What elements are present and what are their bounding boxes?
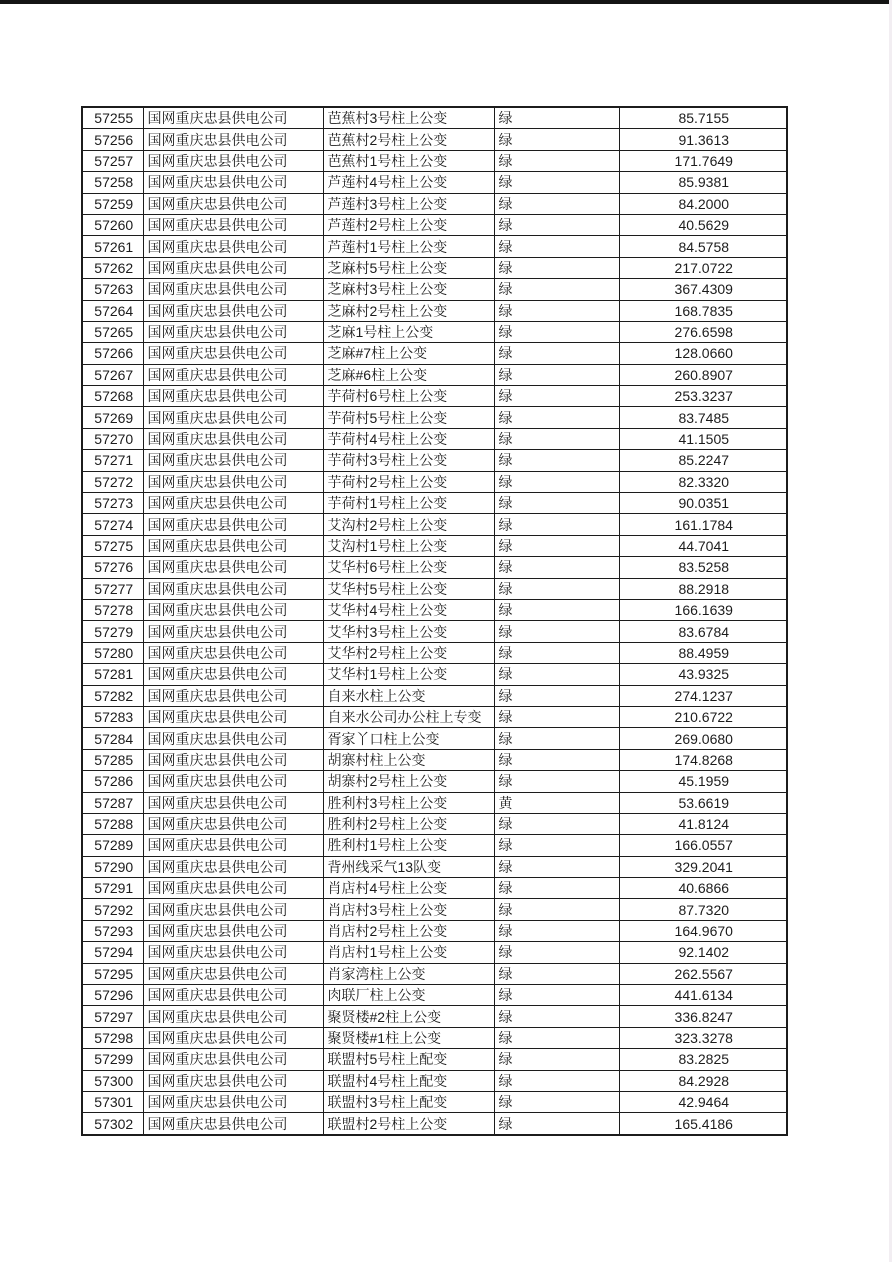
cell-load-value: 260.8907 (619, 364, 787, 385)
cell-company: 国网重庆忠县供电公司 (143, 279, 323, 300)
cell-company: 国网重庆忠县供电公司 (143, 985, 323, 1006)
cell-status-color: 绿 (494, 193, 619, 214)
cell-status-color: 黄 (494, 792, 619, 813)
cell-load-value: 40.6866 (619, 878, 787, 899)
cell-status-color: 绿 (494, 963, 619, 984)
cell-transformer-name: 艾华村2号柱上公变 (323, 642, 494, 663)
cell-status-color: 绿 (494, 985, 619, 1006)
cell-load-value: 165.4186 (619, 1113, 787, 1135)
cell-load-value: 323.3278 (619, 1027, 787, 1048)
cell-status-color: 绿 (494, 535, 619, 556)
table-row (82, 471, 787, 492)
cell-company: 国网重庆忠县供电公司 (143, 236, 323, 257)
cell-load-value: 85.2247 (619, 450, 787, 471)
cell-load-value: 168.7835 (619, 300, 787, 321)
cell-company: 国网重庆忠县供电公司 (143, 407, 323, 428)
cell-record-id: 57262 (82, 257, 143, 278)
cell-company: 国网重庆忠县供电公司 (143, 1070, 323, 1091)
cell-record-id: 57293 (82, 920, 143, 941)
table-row (82, 386, 787, 407)
table-row (82, 1049, 787, 1070)
cell-company: 国网重庆忠县供电公司 (143, 1049, 323, 1070)
cell-load-value: 171.7649 (619, 150, 787, 171)
cell-record-id: 57294 (82, 942, 143, 963)
cell-status-color: 绿 (494, 813, 619, 834)
cell-record-id: 57291 (82, 878, 143, 899)
cell-load-value: 41.8124 (619, 813, 787, 834)
cell-status-color: 绿 (494, 1006, 619, 1027)
cell-record-id: 57284 (82, 728, 143, 749)
cell-company: 国网重庆忠县供电公司 (143, 792, 323, 813)
cell-status-color: 绿 (494, 471, 619, 492)
cell-status-color: 绿 (494, 878, 619, 899)
cell-load-value: 83.6784 (619, 621, 787, 642)
cell-company: 国网重庆忠县供电公司 (143, 193, 323, 214)
table-row (82, 664, 787, 685)
table-row (82, 172, 787, 193)
table-row (82, 107, 787, 129)
cell-load-value: 128.0660 (619, 343, 787, 364)
cell-status-color: 绿 (494, 279, 619, 300)
table-row (82, 279, 787, 300)
cell-transformer-name: 自来水柱上公变 (323, 685, 494, 706)
cell-status-color: 绿 (494, 257, 619, 278)
cell-status-color: 绿 (494, 300, 619, 321)
cell-transformer-name: 芝麻村2号柱上公变 (323, 300, 494, 321)
cell-load-value: 217.0722 (619, 257, 787, 278)
cell-load-value: 92.1402 (619, 942, 787, 963)
table-row (82, 749, 787, 770)
table-row (82, 578, 787, 599)
cell-record-id: 57256 (82, 129, 143, 150)
cell-transformer-name: 胜利村2号柱上公变 (323, 813, 494, 834)
cell-status-color: 绿 (494, 214, 619, 235)
cell-transformer-name: 芦莲村2号柱上公变 (323, 214, 494, 235)
cell-company: 国网重庆忠县供电公司 (143, 963, 323, 984)
cell-load-value: 85.7155 (619, 107, 787, 129)
cell-record-id: 57300 (82, 1070, 143, 1091)
cell-transformer-name: 艾沟村2号柱上公变 (323, 514, 494, 535)
table-row (82, 621, 787, 642)
cell-record-id: 57271 (82, 450, 143, 471)
cell-status-color: 绿 (494, 1091, 619, 1112)
cell-status-color: 绿 (494, 428, 619, 449)
cell-record-id: 57267 (82, 364, 143, 385)
cell-company: 国网重庆忠县供电公司 (143, 942, 323, 963)
cell-record-id: 57268 (82, 386, 143, 407)
cell-load-value: 88.2918 (619, 578, 787, 599)
cell-record-id: 57264 (82, 300, 143, 321)
table-row (82, 557, 787, 578)
cell-status-color: 绿 (494, 771, 619, 792)
cell-company: 国网重庆忠县供电公司 (143, 728, 323, 749)
cell-record-id: 57273 (82, 493, 143, 514)
table-row (82, 835, 787, 856)
cell-transformer-name: 芝麻#7柱上公变 (323, 343, 494, 364)
table-row (82, 321, 787, 342)
cell-transformer-name: 联盟村3号柱上配变 (323, 1091, 494, 1112)
cell-record-id: 57282 (82, 685, 143, 706)
table-row (82, 728, 787, 749)
transformer-data-table (81, 106, 788, 1136)
cell-status-color: 绿 (494, 1113, 619, 1135)
cell-company: 国网重庆忠县供电公司 (143, 514, 323, 535)
cell-company: 国网重庆忠县供电公司 (143, 1006, 323, 1027)
cell-company: 国网重庆忠县供电公司 (143, 621, 323, 642)
cell-record-id: 57277 (82, 578, 143, 599)
cell-status-color: 绿 (494, 107, 619, 129)
cell-record-id: 57272 (82, 471, 143, 492)
cell-load-value: 88.4959 (619, 642, 787, 663)
cell-load-value: 210.6722 (619, 706, 787, 727)
cell-load-value: 336.8247 (619, 1006, 787, 1027)
cell-record-id: 57296 (82, 985, 143, 1006)
cell-company: 国网重庆忠县供电公司 (143, 813, 323, 834)
cell-transformer-name: 胥家丫口柱上公变 (323, 728, 494, 749)
cell-record-id: 57280 (82, 642, 143, 663)
cell-record-id: 57257 (82, 150, 143, 171)
cell-company: 国网重庆忠县供电公司 (143, 749, 323, 770)
cell-record-id: 57263 (82, 279, 143, 300)
cell-transformer-name: 胡寨村柱上公变 (323, 749, 494, 770)
cell-company: 国网重庆忠县供电公司 (143, 578, 323, 599)
cell-company: 国网重庆忠县供电公司 (143, 471, 323, 492)
table-row (82, 856, 787, 877)
cell-transformer-name: 联盟村4号柱上配变 (323, 1070, 494, 1091)
cell-transformer-name: 胜利村3号柱上公变 (323, 792, 494, 813)
cell-transformer-name: 聚贤楼#1柱上公变 (323, 1027, 494, 1048)
cell-transformer-name: 芋荷村1号柱上公变 (323, 493, 494, 514)
cell-status-color: 绿 (494, 835, 619, 856)
cell-load-value: 83.2825 (619, 1049, 787, 1070)
cell-load-value: 161.1784 (619, 514, 787, 535)
cell-load-value: 367.4309 (619, 279, 787, 300)
cell-company: 国网重庆忠县供电公司 (143, 428, 323, 449)
cell-record-id: 57301 (82, 1091, 143, 1112)
cell-transformer-name: 艾沟村1号柱上公变 (323, 535, 494, 556)
cell-company: 国网重庆忠县供电公司 (143, 706, 323, 727)
cell-company: 国网重庆忠县供电公司 (143, 535, 323, 556)
table-row (82, 1027, 787, 1048)
cell-status-color: 绿 (494, 706, 619, 727)
cell-company: 国网重庆忠县供电公司 (143, 771, 323, 792)
cell-record-id: 57258 (82, 172, 143, 193)
cell-record-id: 57274 (82, 514, 143, 535)
cell-record-id: 57276 (82, 557, 143, 578)
cell-transformer-name: 芭蕉村1号柱上公变 (323, 150, 494, 171)
cell-record-id: 57295 (82, 963, 143, 984)
cell-transformer-name: 联盟村5号柱上配变 (323, 1049, 494, 1070)
cell-status-color: 绿 (494, 450, 619, 471)
cell-load-value: 87.7320 (619, 899, 787, 920)
table-row (82, 364, 787, 385)
cell-record-id: 57278 (82, 599, 143, 620)
cell-record-id: 57302 (82, 1113, 143, 1135)
table-row (82, 193, 787, 214)
cell-transformer-name: 肖店村4号柱上公变 (323, 878, 494, 899)
cell-record-id: 57290 (82, 856, 143, 877)
cell-company: 国网重庆忠县供电公司 (143, 386, 323, 407)
cell-company: 国网重庆忠县供电公司 (143, 920, 323, 941)
cell-load-value: 83.7485 (619, 407, 787, 428)
cell-status-color: 绿 (494, 599, 619, 620)
cell-status-color: 绿 (494, 578, 619, 599)
table-row (82, 150, 787, 171)
cell-load-value: 53.6619 (619, 792, 787, 813)
cell-transformer-name: 艾华村5号柱上公变 (323, 578, 494, 599)
cell-status-color: 绿 (494, 685, 619, 706)
cell-status-color: 绿 (494, 642, 619, 663)
cell-status-color: 绿 (494, 664, 619, 685)
table-row (82, 920, 787, 941)
cell-transformer-name: 芦莲村4号柱上公变 (323, 172, 494, 193)
cell-transformer-name: 聚贤楼#2柱上公变 (323, 1006, 494, 1027)
table-row (82, 428, 787, 449)
cell-load-value: 43.9325 (619, 664, 787, 685)
cell-company: 国网重庆忠县供电公司 (143, 878, 323, 899)
table-row (82, 1070, 787, 1091)
cell-transformer-name: 芋荷村5号柱上公变 (323, 407, 494, 428)
cell-transformer-name: 艾华村1号柱上公变 (323, 664, 494, 685)
cell-transformer-name: 自来水公司办公柱上专变 (323, 706, 494, 727)
cell-company: 国网重庆忠县供电公司 (143, 599, 323, 620)
cell-company: 国网重庆忠县供电公司 (143, 257, 323, 278)
cell-record-id: 57297 (82, 1006, 143, 1027)
table-row (82, 1006, 787, 1027)
table-row (82, 407, 787, 428)
table-row (82, 450, 787, 471)
cell-status-color: 绿 (494, 493, 619, 514)
cell-transformer-name: 芦莲村1号柱上公变 (323, 236, 494, 257)
cell-status-color: 绿 (494, 728, 619, 749)
cell-company: 国网重庆忠县供电公司 (143, 107, 323, 129)
table-row (82, 642, 787, 663)
cell-load-value: 83.5258 (619, 557, 787, 578)
cell-company: 国网重庆忠县供电公司 (143, 321, 323, 342)
table-row (82, 493, 787, 514)
table-row (82, 1091, 787, 1112)
cell-record-id: 57287 (82, 792, 143, 813)
cell-company: 国网重庆忠县供电公司 (143, 557, 323, 578)
cell-status-color: 绿 (494, 557, 619, 578)
table-row (82, 963, 787, 984)
cell-status-color: 绿 (494, 1070, 619, 1091)
cell-load-value: 166.0557 (619, 835, 787, 856)
cell-record-id: 57286 (82, 771, 143, 792)
table-row (82, 535, 787, 556)
cell-load-value: 85.9381 (619, 172, 787, 193)
cell-record-id: 57292 (82, 899, 143, 920)
cell-record-id: 57299 (82, 1049, 143, 1070)
cell-company: 国网重庆忠县供电公司 (143, 214, 323, 235)
cell-transformer-name: 艾华村4号柱上公变 (323, 599, 494, 620)
cell-company: 国网重庆忠县供电公司 (143, 1091, 323, 1112)
cell-status-color: 绿 (494, 1027, 619, 1048)
cell-status-color: 绿 (494, 749, 619, 770)
cell-record-id: 57255 (82, 107, 143, 129)
cell-load-value: 329.2041 (619, 856, 787, 877)
cell-load-value: 174.8268 (619, 749, 787, 770)
cell-transformer-name: 芝麻1号柱上公变 (323, 321, 494, 342)
cell-status-color: 绿 (494, 407, 619, 428)
cell-company: 国网重庆忠县供电公司 (143, 1113, 323, 1135)
cell-status-color: 绿 (494, 236, 619, 257)
cell-company: 国网重庆忠县供电公司 (143, 685, 323, 706)
cell-status-color: 绿 (494, 129, 619, 150)
cell-load-value: 166.1639 (619, 599, 787, 620)
cell-record-id: 57269 (82, 407, 143, 428)
cell-company: 国网重庆忠县供电公司 (143, 450, 323, 471)
cell-status-color: 绿 (494, 150, 619, 171)
table-row (82, 792, 787, 813)
table-row (82, 514, 787, 535)
cell-transformer-name: 芝麻村3号柱上公变 (323, 279, 494, 300)
cell-load-value: 164.9670 (619, 920, 787, 941)
cell-company: 国网重庆忠县供电公司 (143, 343, 323, 364)
cell-load-value: 42.9464 (619, 1091, 787, 1112)
cell-record-id: 57288 (82, 813, 143, 834)
cell-load-value: 441.6134 (619, 985, 787, 1006)
cell-company: 国网重庆忠县供电公司 (143, 664, 323, 685)
cell-record-id: 57298 (82, 1027, 143, 1048)
cell-record-id: 57283 (82, 706, 143, 727)
cell-transformer-name: 肖店村3号柱上公变 (323, 899, 494, 920)
cell-transformer-name: 艾华村6号柱上公变 (323, 557, 494, 578)
cell-transformer-name: 芦莲村3号柱上公变 (323, 193, 494, 214)
cell-transformer-name: 芭蕉村3号柱上公变 (323, 107, 494, 129)
cell-load-value: 262.5567 (619, 963, 787, 984)
cell-company: 国网重庆忠县供电公司 (143, 899, 323, 920)
cell-transformer-name: 芋荷村6号柱上公变 (323, 386, 494, 407)
table-row (82, 813, 787, 834)
cell-status-color: 绿 (494, 172, 619, 193)
cell-company: 国网重庆忠县供电公司 (143, 1027, 323, 1048)
table-row (82, 706, 787, 727)
cell-transformer-name: 联盟村2号柱上公变 (323, 1113, 494, 1135)
cell-record-id: 57275 (82, 535, 143, 556)
cell-company: 国网重庆忠县供电公司 (143, 835, 323, 856)
cell-record-id: 57285 (82, 749, 143, 770)
table-row (82, 129, 787, 150)
cell-load-value: 84.5758 (619, 236, 787, 257)
cell-load-value: 91.3613 (619, 129, 787, 150)
cell-record-id: 57260 (82, 214, 143, 235)
table-row (82, 236, 787, 257)
cell-load-value: 90.0351 (619, 493, 787, 514)
cell-load-value: 41.1505 (619, 428, 787, 449)
cell-status-color: 绿 (494, 621, 619, 642)
cell-load-value: 269.0680 (619, 728, 787, 749)
cell-transformer-name: 艾华村3号柱上公变 (323, 621, 494, 642)
cell-load-value: 82.3320 (619, 471, 787, 492)
cell-company: 国网重庆忠县供电公司 (143, 129, 323, 150)
cell-record-id: 57266 (82, 343, 143, 364)
cell-status-color: 绿 (494, 856, 619, 877)
table-row (82, 214, 787, 235)
table-row (82, 1113, 787, 1135)
cell-company: 国网重庆忠县供电公司 (143, 150, 323, 171)
cell-record-id: 57289 (82, 835, 143, 856)
cell-status-color: 绿 (494, 386, 619, 407)
cell-load-value: 40.5629 (619, 214, 787, 235)
cell-transformer-name: 胡寨村2号柱上公变 (323, 771, 494, 792)
cell-transformer-name: 芭蕉村2号柱上公变 (323, 129, 494, 150)
cell-load-value: 253.3237 (619, 386, 787, 407)
cell-status-color: 绿 (494, 1049, 619, 1070)
cell-transformer-name: 芋荷村4号柱上公变 (323, 428, 494, 449)
cell-company: 国网重庆忠县供电公司 (143, 856, 323, 877)
cell-transformer-name: 芋荷村3号柱上公变 (323, 450, 494, 471)
cell-status-color: 绿 (494, 321, 619, 342)
cell-status-color: 绿 (494, 899, 619, 920)
cell-transformer-name: 芋荷村2号柱上公变 (323, 471, 494, 492)
cell-transformer-name: 芝麻村5号柱上公变 (323, 257, 494, 278)
table-row (82, 685, 787, 706)
cell-record-id: 57279 (82, 621, 143, 642)
cell-load-value: 44.7041 (619, 535, 787, 556)
cell-load-value: 84.2928 (619, 1070, 787, 1091)
cell-status-color: 绿 (494, 942, 619, 963)
scan-artifact-top-bar (0, 0, 892, 4)
cell-status-color: 绿 (494, 514, 619, 535)
table-body (82, 107, 787, 1135)
cell-company: 国网重庆忠县供电公司 (143, 642, 323, 663)
cell-status-color: 绿 (494, 920, 619, 941)
table-row (82, 343, 787, 364)
table-row (82, 942, 787, 963)
cell-company: 国网重庆忠县供电公司 (143, 172, 323, 193)
table-row (82, 985, 787, 1006)
table-row (82, 300, 787, 321)
cell-company: 国网重庆忠县供电公司 (143, 493, 323, 514)
cell-record-id: 57259 (82, 193, 143, 214)
cell-transformer-name: 肉联厂柱上公变 (323, 985, 494, 1006)
table-row (82, 599, 787, 620)
cell-transformer-name: 芝麻#6柱上公变 (323, 364, 494, 385)
cell-company: 国网重庆忠县供电公司 (143, 300, 323, 321)
table-row (82, 771, 787, 792)
cell-record-id: 57281 (82, 664, 143, 685)
cell-load-value: 276.6598 (619, 321, 787, 342)
cell-load-value: 274.1237 (619, 685, 787, 706)
cell-transformer-name: 胜利村1号柱上公变 (323, 835, 494, 856)
cell-status-color: 绿 (494, 343, 619, 364)
table-row (82, 878, 787, 899)
table-row (82, 257, 787, 278)
cell-transformer-name: 肖店村1号柱上公变 (323, 942, 494, 963)
cell-record-id: 57265 (82, 321, 143, 342)
cell-transformer-name: 背州线采气13队变 (323, 856, 494, 877)
cell-record-id: 57261 (82, 236, 143, 257)
table-row (82, 899, 787, 920)
cell-load-value: 45.1959 (619, 771, 787, 792)
cell-load-value: 84.2000 (619, 193, 787, 214)
cell-company: 国网重庆忠县供电公司 (143, 364, 323, 385)
cell-status-color: 绿 (494, 364, 619, 385)
cell-record-id: 57270 (82, 428, 143, 449)
cell-transformer-name: 肖家湾柱上公变 (323, 963, 494, 984)
cell-transformer-name: 肖店村2号柱上公变 (323, 920, 494, 941)
